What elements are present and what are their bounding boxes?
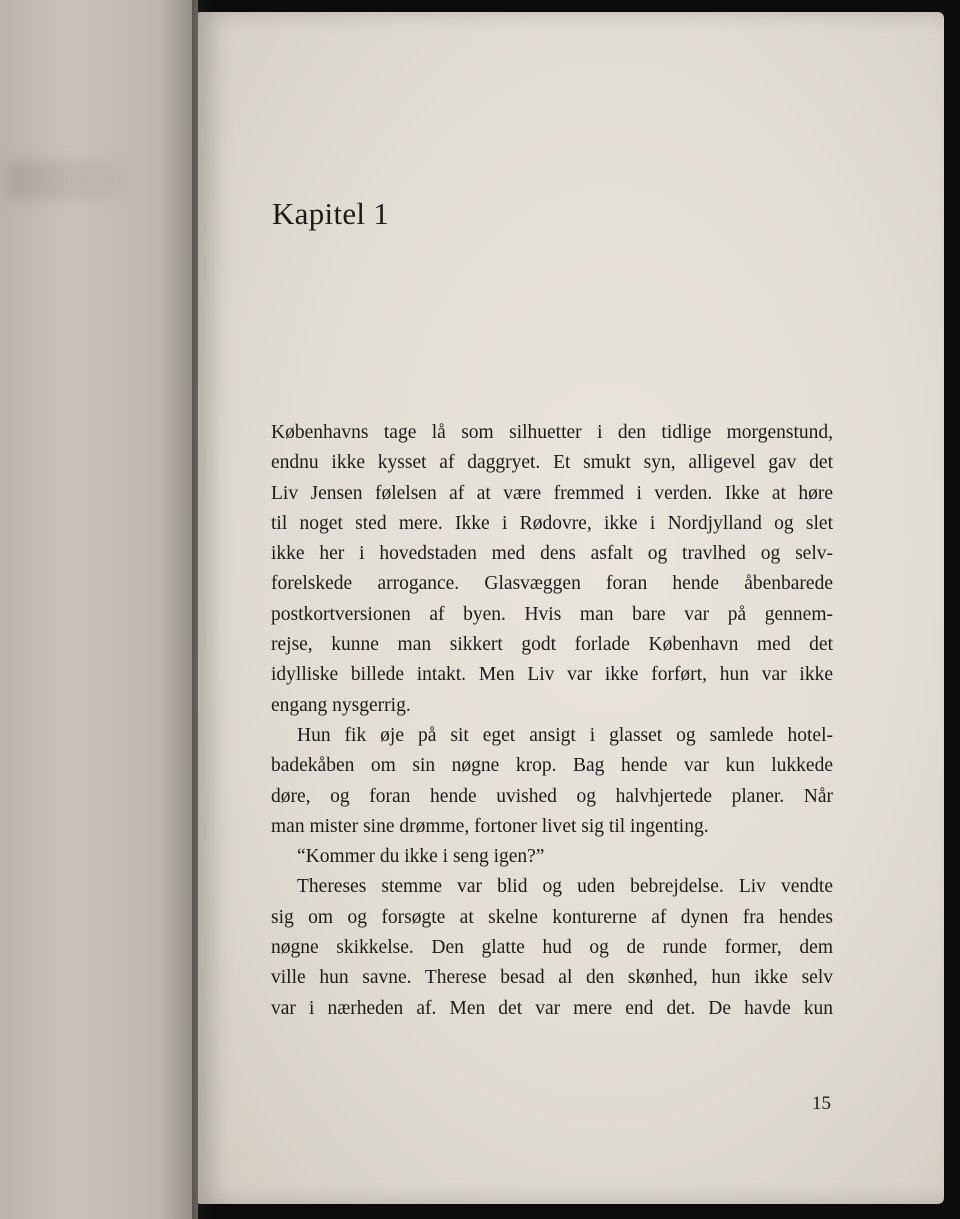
page-number: 15 <box>812 1093 831 1114</box>
text-line: nøgne skikkelse. Den glatte hud og de runde former, dem <box>271 937 833 959</box>
text-line: rejse, kunne man sikkert godt forlade København med det <box>271 634 833 656</box>
text-line: var i nærheden af. Men det var mere end det. De havde kun <box>271 997 833 1019</box>
text-line: Københavns tage lå som silhuetter i den tidlige morgenstund, <box>271 422 833 443</box>
text-line: engang nysgerrig. <box>271 694 411 716</box>
text-line: forelskede arrogance. Glasvæggen foran hende åbenbarede <box>271 573 833 595</box>
left-page <box>0 0 198 1219</box>
text-line: Thereses stemme var blid og uden bebrejdelse. Liv vendte <box>297 876 833 898</box>
body-text <box>271 418 833 1024</box>
text-line: sig om og forsøgte at skelne konturerne af dynen fra hendes <box>271 906 833 928</box>
text-line: “Kommer du ikke i seng igen?” <box>297 846 545 868</box>
text-line: ikke her i hovedstaden med dens asfalt og travlhed og selv- <box>271 543 833 565</box>
text-line: ville hun savne. Therese besad al den skønhed, hun ikke selv <box>271 967 833 989</box>
text-line: man mister sine drømme, fortoner livet sig til ingenting. <box>271 815 709 837</box>
text-line: til noget sted mere. Ikke i Rødovre, ikke i Nordjylland og slet <box>271 512 833 534</box>
show-through-text <box>8 160 128 200</box>
text-line: døre, og foran hende uvished og halvhjertede planer. Når <box>271 785 833 807</box>
text-line: Liv Jensen følelsen af at være fremmed i verden. Ikke at høre <box>271 482 833 504</box>
text-line: badekåben om sin nøgne krop. Bag hende var kun lukkede <box>271 755 833 777</box>
text-line: postkortversionen af byen. Hvis man bare var på gennem- <box>271 603 833 625</box>
text-line: endnu ikke kysset af daggryet. Et smukt syn, alligevel gav det <box>271 452 833 474</box>
text-line: Hun fik øje på sit eget ansigt i glasset og samlede hotel- <box>297 724 833 746</box>
text-line: idylliske billede intakt. Men Liv var ikke forført, hun var ikke <box>271 664 833 686</box>
chapter-title: Kapitel 1 <box>272 196 390 231</box>
